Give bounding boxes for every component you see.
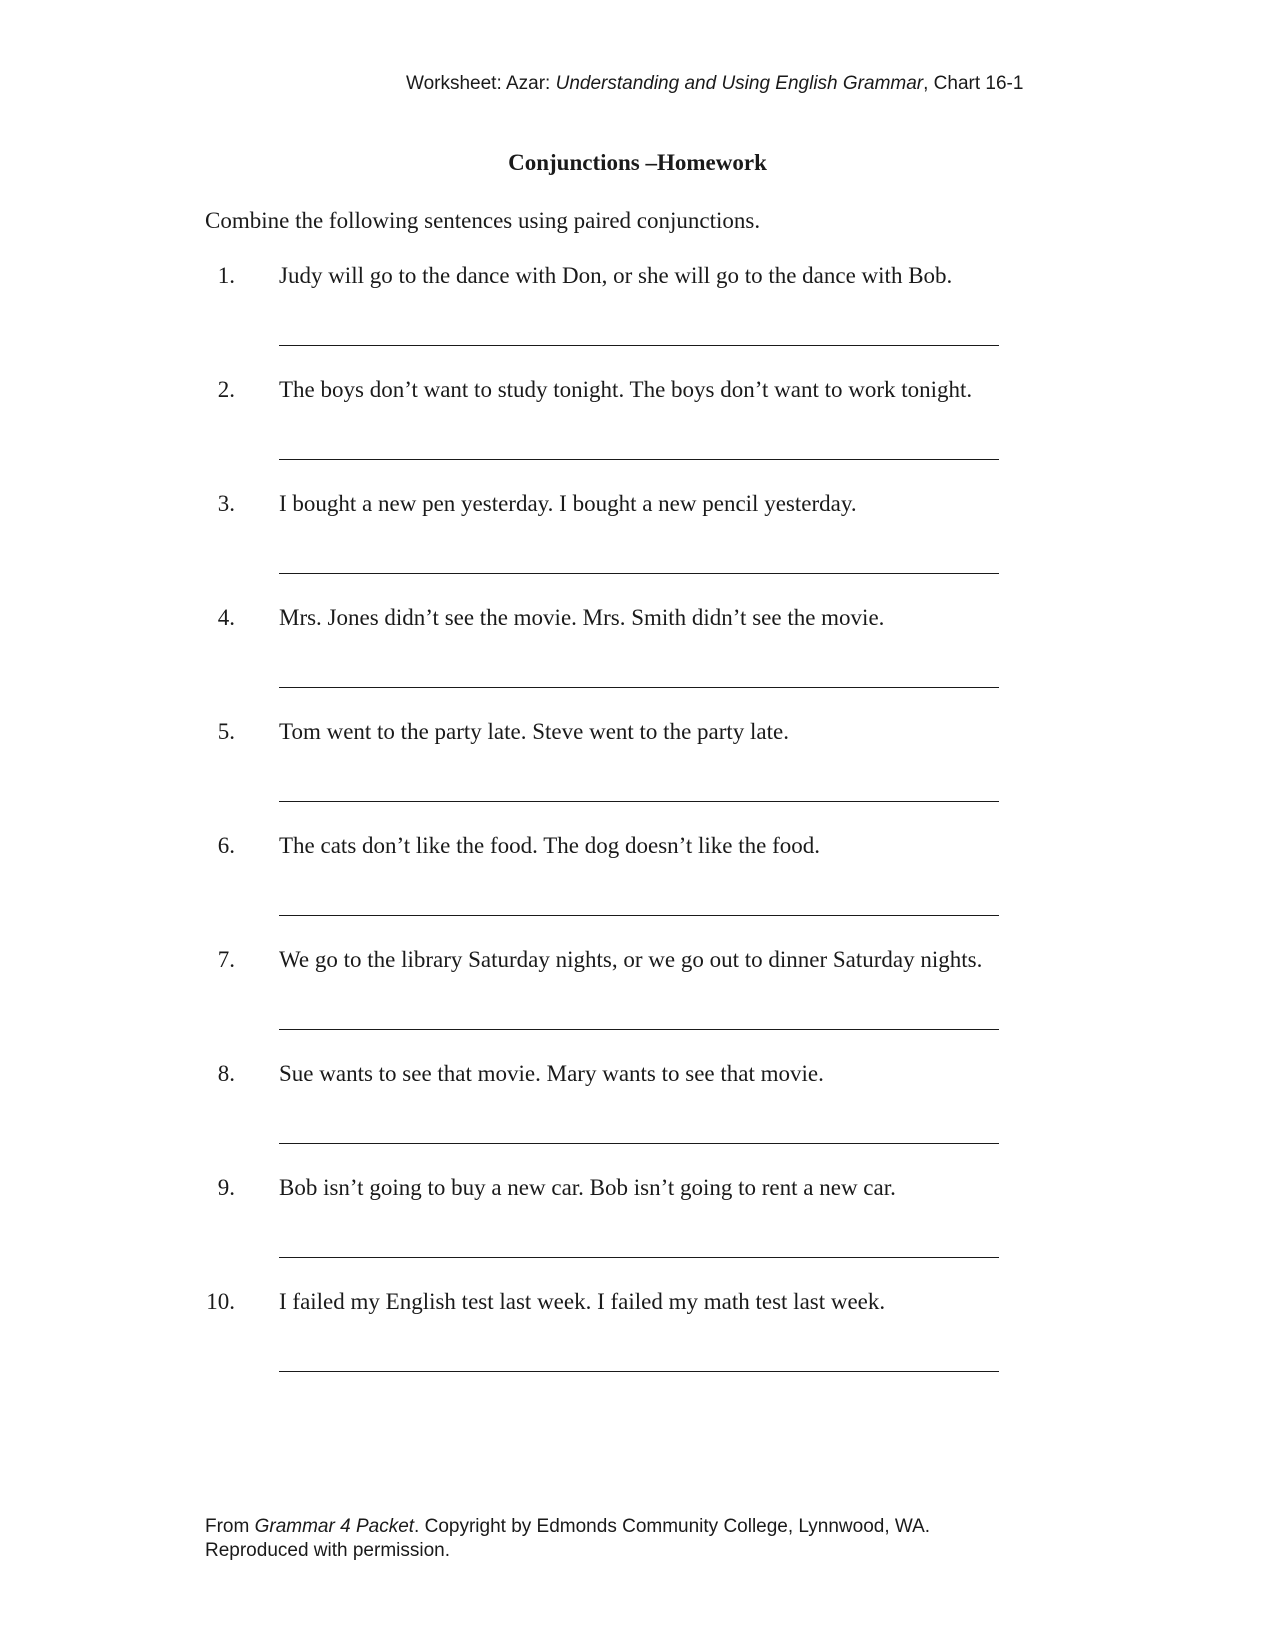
page-title: Conjunctions –Homework	[508, 150, 767, 175]
exercise-list	[0, 263, 1275, 1403]
item-number: 6.	[217, 833, 235, 858]
answer-line[interactable]	[279, 1029, 999, 1030]
exercise-item-5	[0, 719, 1275, 833]
item-number: 5.	[217, 719, 235, 744]
item-sentence: I bought a new pen yesterday. I bought a new pencil yesterday.	[279, 491, 857, 516]
item-sentence: Judy will go to the dance with Don, or she will go to the dance with Bob.	[279, 263, 953, 288]
answer-line[interactable]	[279, 573, 999, 574]
exercise-item-6	[0, 833, 1275, 947]
header-suffix: , Chart 16-1	[923, 73, 1024, 94]
footer-from: From	[205, 1516, 255, 1537]
item-sentence: The boys don’t want to study tonight. The boys don’t want to work tonight.	[279, 377, 973, 402]
item-sentence: Mrs. Jones didn’t see the movie. Mrs. Smith didn’t see the movie.	[279, 605, 885, 630]
item-sentence: I failed my English test last week. I failed my math test last week.	[279, 1289, 886, 1314]
footer-packet-title: Grammar 4 Packet	[254, 1516, 415, 1537]
exercise-item-10	[0, 1289, 1275, 1403]
exercise-item-1	[0, 263, 1275, 377]
header-book-title: Understanding and Using English Grammar	[555, 73, 924, 94]
item-number: 3.	[217, 491, 235, 516]
answer-line[interactable]	[279, 1257, 999, 1258]
item-number: 7.	[217, 947, 235, 972]
footer-copyright: . Copyright by Edmonds Community College, Lynnwood, WA.	[414, 1516, 931, 1537]
footer-credit	[205, 1515, 930, 1563]
item-number: 8.	[217, 1061, 235, 1086]
exercise-item-4	[0, 605, 1275, 719]
answer-line[interactable]	[279, 345, 999, 346]
exercise-item-2	[0, 377, 1275, 491]
answer-line[interactable]	[279, 687, 999, 688]
item-sentence: We go to the library Saturday nights, or we go out to dinner Saturday nights.	[279, 947, 983, 972]
exercise-item-9	[0, 1175, 1275, 1289]
item-sentence: Bob isn’t going to buy a new car. Bob isn’t going to rent a new car.	[279, 1175, 896, 1200]
item-sentence: Sue wants to see that movie. Mary wants to see that movie.	[279, 1061, 824, 1086]
exercise-item-8	[0, 1061, 1275, 1175]
instructions: Combine the following sentences using paired conjunctions.	[205, 208, 761, 233]
worksheet-header	[406, 73, 1023, 95]
item-number: 2.	[217, 377, 235, 402]
footer-line-1	[205, 1515, 930, 1539]
item-sentence: The cats don’t like the food. The dog doesn’t like the food.	[279, 833, 821, 858]
answer-line[interactable]	[279, 1371, 999, 1372]
header-prefix: Worksheet: Azar:	[406, 73, 556, 94]
exercise-item-7	[0, 947, 1275, 1061]
item-number: 1.	[217, 263, 235, 288]
item-number: 4.	[217, 605, 235, 630]
exercise-item-3	[0, 491, 1275, 605]
item-sentence: Tom went to the party late. Steve went to the party late.	[279, 719, 789, 744]
item-number: 9.	[217, 1175, 235, 1200]
item-number: 10.	[206, 1289, 235, 1314]
answer-line[interactable]	[279, 459, 999, 460]
answer-line[interactable]	[279, 801, 999, 802]
answer-line[interactable]	[279, 1143, 999, 1144]
footer-permission: Reproduced with permission.	[205, 1540, 451, 1561]
answer-line[interactable]	[279, 915, 999, 916]
